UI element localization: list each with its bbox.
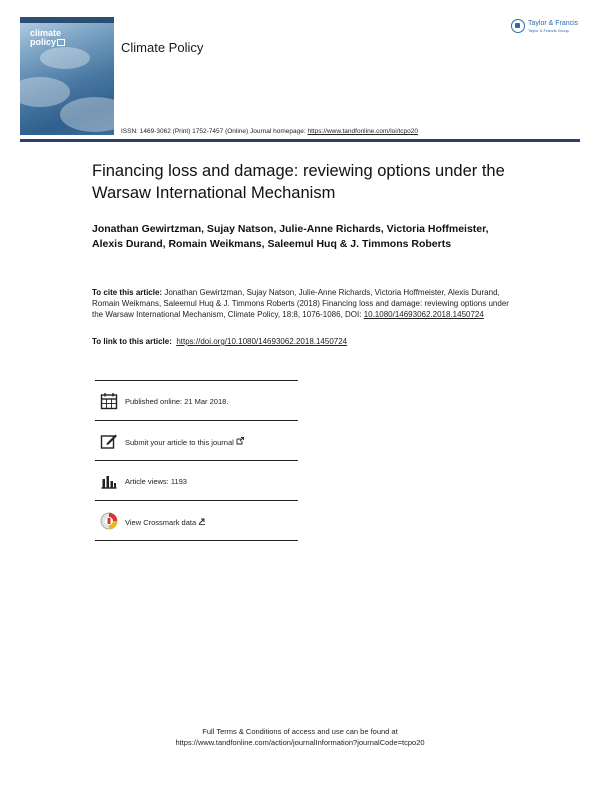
publisher-logo-icon [511, 19, 525, 33]
article-link-line [92, 337, 347, 346]
bar-chart-icon [100, 472, 118, 490]
journal-homepage-link[interactable]: https://www.tandfonline.com/loi/tcpo20 [307, 128, 419, 135]
cover-title [30, 29, 90, 47]
published-row [95, 380, 298, 420]
crossmark-label: View Crossmark data [125, 518, 197, 527]
article-title: Financing loss and damage: reviewing options under the Warsaw International Mechanism [92, 162, 505, 202]
view-crossmark-link[interactable] [125, 517, 206, 527]
publisher-name: Taylor & Francis [528, 20, 579, 27]
footer [0, 726, 600, 748]
cover-logo-icon [57, 39, 65, 46]
published-date: Published online: 21 Mar 2018. [125, 397, 229, 406]
external-link-icon [236, 437, 244, 445]
issn-line [121, 128, 418, 135]
issn-text: ISSN: 1469-3062 (Print) 1752-7457 (Online) Journal homepage: [121, 128, 308, 135]
publisher-group: Taylor & Francis Group [528, 28, 569, 33]
article-views: Article views: 1193 [125, 477, 187, 486]
submit-article-label: Submit your article to this journal [125, 438, 234, 447]
cover-title-line1: climate [30, 28, 62, 38]
crossmark-row[interactable] [95, 500, 298, 540]
submit-row[interactable] [95, 420, 298, 460]
footer-terms-text: Full Terms & Conditions of access and use can be found at [202, 727, 398, 736]
edit-icon [100, 432, 118, 450]
views-row [95, 460, 298, 500]
article-doi-link[interactable]: https://doi.org/10.1080/14693062.2018.1450724 [176, 337, 348, 346]
article-link-label: To link to this article: [92, 337, 172, 346]
cover-cloud [20, 77, 70, 107]
crossmark-icon [100, 512, 118, 530]
citation-doi-link[interactable]: 10.1080/14693062.2018.1450724 [363, 310, 484, 319]
citation-label: To cite this article: [92, 288, 163, 297]
calendar-icon [100, 392, 118, 410]
submit-article-link[interactable] [125, 437, 244, 447]
citation-block [92, 287, 522, 320]
publisher-logo [511, 18, 586, 36]
crossmark-link-icon [198, 517, 206, 525]
cover-cloud [60, 97, 114, 132]
header-divider [20, 139, 580, 142]
cover-strip [20, 17, 114, 23]
info-bottom-divider [95, 540, 298, 541]
citation-text: Jonathan Gewirtzman, Sujay Natson, Julie-Anne Richards, Victoria Hoffmeister, Alexis Durand, Romain Weikmans, Saleemul Huq & J. Timmons Roberts (2018) Financing loss and damage: reviewing options under the Warsaw International Mechanism, Climate Policy, 18:8, 1076-1086, DOI: [92, 288, 509, 319]
journal-cover-image [20, 17, 114, 135]
footer-terms-link[interactable]: https://www.tandfonline.com/action/journalInformation?journalCode=tcpo20 [175, 738, 425, 747]
cover-title-line2: policy [30, 37, 57, 47]
cover-cloud [40, 47, 90, 69]
article-authors: Jonathan Gewirtzman, Sujay Natson, Julie-Anne Richards, Victoria Hoffmeister, Alexis Durand, Romain Weikmans, Saleemul Huq & J. Timmons Roberts [92, 223, 489, 250]
journal-title: Climate Policy [121, 40, 204, 55]
